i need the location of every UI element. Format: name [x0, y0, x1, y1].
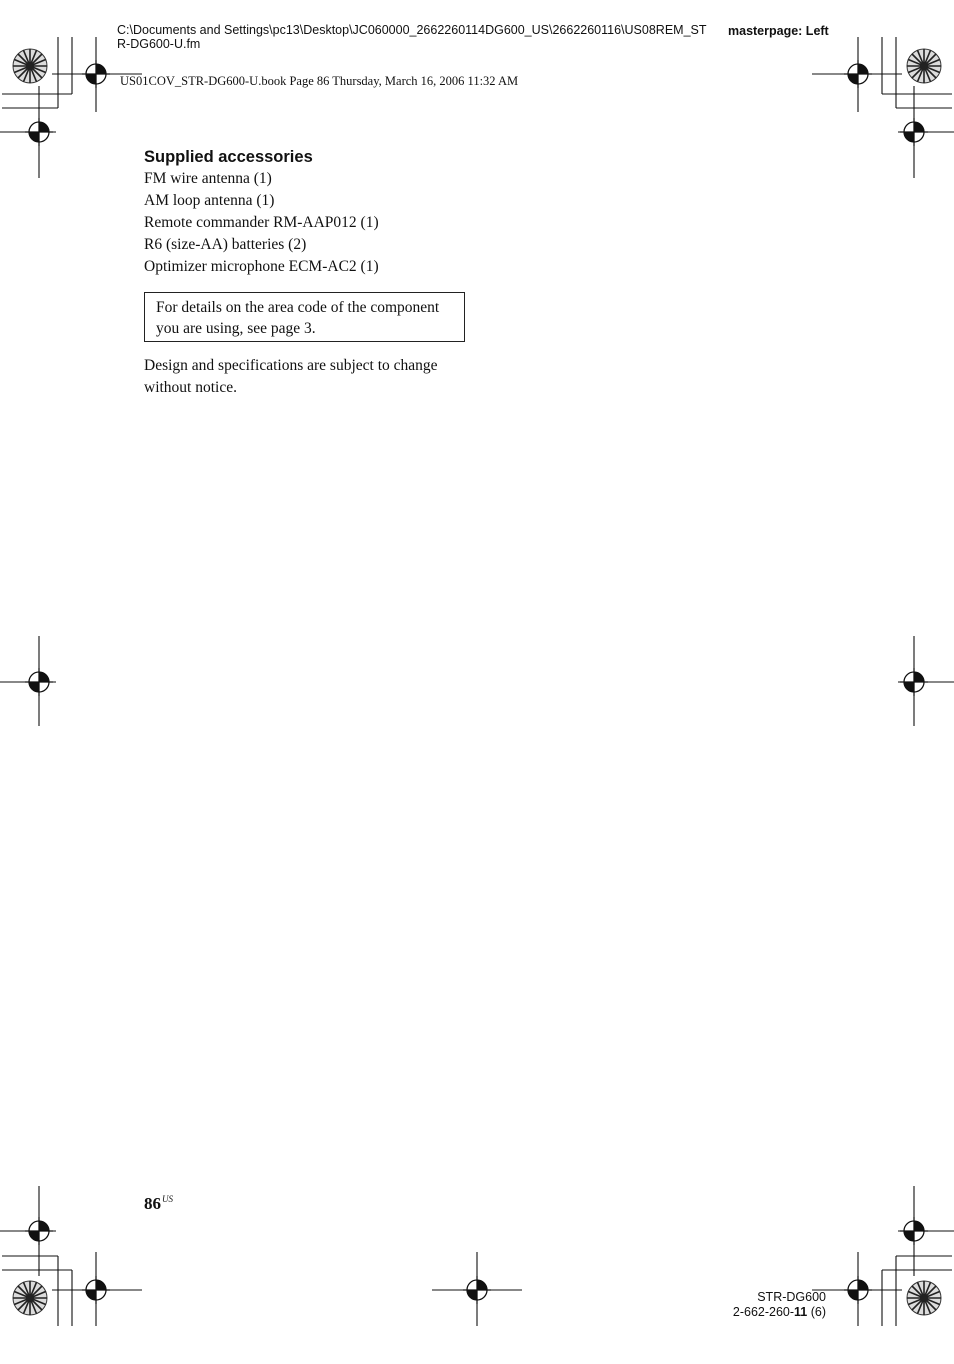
page-number-value: 86 — [144, 1194, 161, 1213]
part-number-revision: 11 — [794, 1305, 808, 1319]
registration-crosshair-icon — [25, 668, 53, 696]
registration-crosshair-icon — [25, 1217, 53, 1245]
file-path: C:\Documents and Settings\pc13\Desktop\JC060000_2662260114DG600_US\2662260116\US08REM_STR-DG600-U.fm — [117, 23, 707, 51]
list-item: AM loop antenna (1) — [144, 192, 275, 209]
part-number — [700, 1305, 826, 1320]
list-item: Remote commander RM-AAP012 (1) — [144, 214, 379, 231]
part-number-suffix: (6) — [807, 1305, 826, 1319]
registration-crosshair-icon — [900, 668, 928, 696]
part-number-prefix: 2-662-260- — [732, 1305, 795, 1319]
list-item: FM wire antenna (1) — [144, 170, 272, 187]
color-wheel-icon — [13, 1281, 47, 1315]
color-wheel-icon — [13, 49, 47, 83]
model-info — [700, 1290, 826, 1320]
registration-crosshair-icon — [82, 1276, 110, 1304]
registration-crosshair-icon — [900, 118, 928, 146]
registration-crosshair-icon — [844, 60, 872, 88]
page-region-suffix: US — [162, 1194, 173, 1204]
accessories-list — [144, 168, 379, 278]
section-title: Supplied accessories — [144, 148, 313, 166]
list-item: Optimizer microphone ECM-AC2 (1) — [144, 258, 379, 275]
registration-crosshair-icon — [463, 1276, 491, 1304]
page-number — [144, 1194, 173, 1214]
registration-crosshair-icon — [25, 118, 53, 146]
registration-crosshair-icon — [900, 1217, 928, 1245]
registration-crosshair-icon — [844, 1276, 872, 1304]
masterpage-label: masterpage: Left — [728, 24, 829, 38]
registration-crosshair-icon — [82, 60, 110, 88]
design-notice: Design and specifications are subject to change without notice. — [144, 357, 438, 396]
list-item: R6 (size-AA) batteries (2) — [144, 236, 307, 253]
book-info-line: US01COV_STR-DG600-U.book Page 86 Thursday, March 16, 2006 11:32 AM — [120, 74, 519, 88]
area-code-note-box: For details on the area code of the component you are using, see page 3. — [144, 292, 465, 342]
model-name: STR-DG600 — [757, 1290, 826, 1304]
color-wheel-icon — [907, 1281, 941, 1315]
color-wheel-icon — [907, 49, 941, 83]
